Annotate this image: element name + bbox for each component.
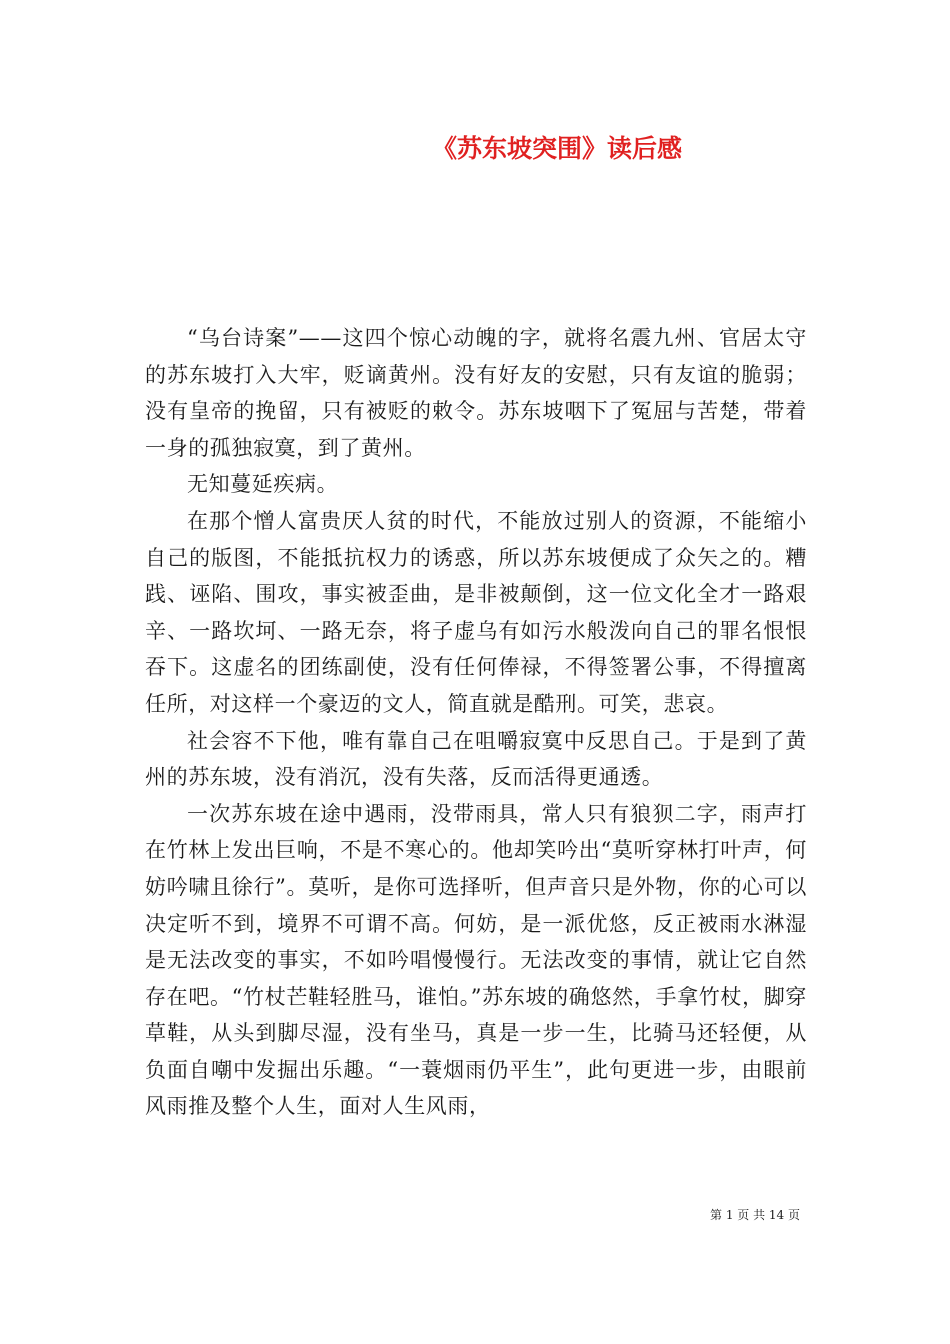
document-body bbox=[145, 320, 807, 1125]
page-number-footer: 第 1 页 共 14 页 bbox=[710, 1208, 800, 1222]
paragraph-3: 在那个憎人富贵厌人贫的时代，不能放过别人的资源，不能缩小自己的版图，不能抵抗权力的诱惑，所以苏东坡便成了众矢之的。糟践、诬陷、围攻，事实被歪曲，是非被颠倒，这一位文化全才一路艰辛、一路坎坷、一路无奈，将子虚乌有如污水般泼向自己的罪名恨恨吞下。这虚名的团练副使，没有任何俸禄，不得签署公事，不得擅离任所，对这样一个豪迈的文人，简直就是酷刑。可笑，悲哀。 bbox=[145, 508, 807, 716]
paragraph-2: 无知蔓延疾病。 bbox=[187, 472, 339, 497]
document-title: 《苏东坡突围》读后感 bbox=[432, 134, 683, 163]
paragraph-4: 社会容不下他，唯有靠自己在咀嚼寂寞中反思自己。于是到了黄州的苏东坡，没有消沉，没有失落，反而活得更通透。 bbox=[145, 728, 807, 790]
paragraph-5: 一次苏东坡在途中遇雨，没带雨具，常人只有狼狈二字，雨声打在竹林上发出巨响，不是不寒心的。他却笑吟出“莫听穿林打叶声，何妨吟啸且徐行”。莫听，是你可选择听，但声音只是外物，你的心可以决定听不到，境界不可谓不高。何妨，是一派优悠，反正被雨水淋湿是无法改变的事实，不如吟唱慢慢行。无法改变的事情，就让它自然存在吧。“竹杖芒鞋轻胜马，谁怕。”苏东坡的确悠然，手拿竹杖，脚穿草鞋，从头到脚尽湿，没有坐马，真是一步一生，比骑马还轻便，从负面自嘲中发掘出乐趣。“一蓑烟雨仍平生”，此句更进一步，由眼前风雨推及整个人生，面对人生风雨， bbox=[145, 801, 807, 1119]
paragraph-1: “乌台诗案”——这四个惊心动魄的字，就将名震九州、官居太守的苏东坡打入大牢，贬谪黄州。没有好友的安慰，只有友谊的脆弱；没有皇帝的挽留，只有被贬的敕令。苏东坡咽下了冤屈与苦楚，带着一身的孤独寂寞，到了黄州。 bbox=[145, 326, 807, 460]
